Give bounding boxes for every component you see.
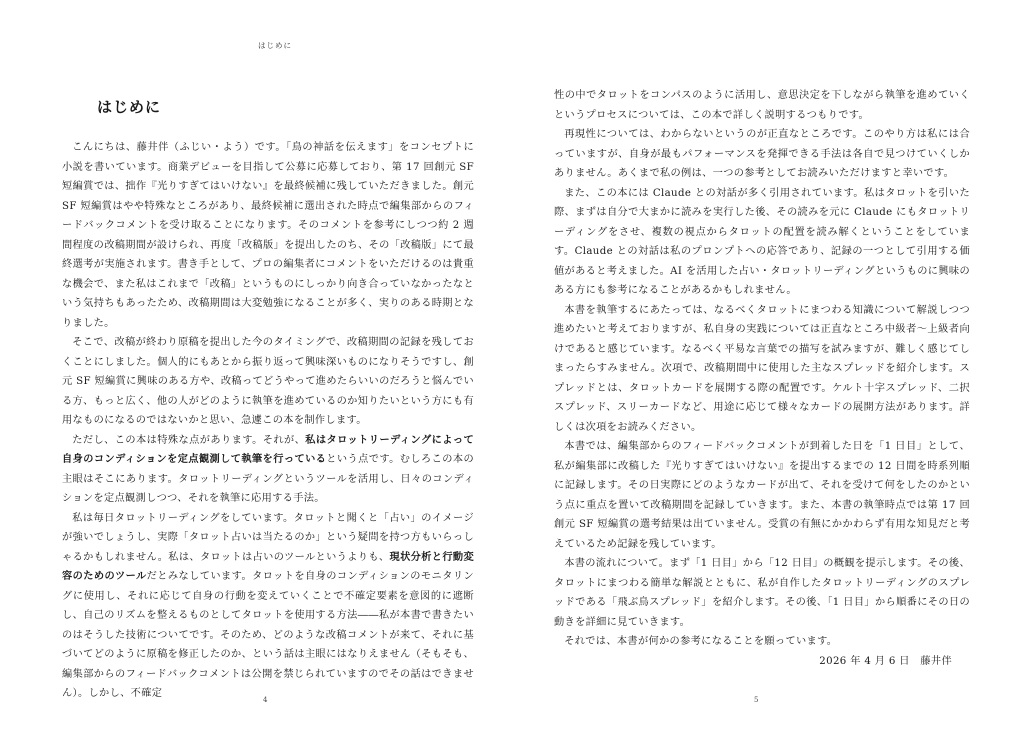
left-body-text: [62, 138, 474, 704]
paragraph: [62, 431, 474, 509]
right-body-text: [554, 86, 970, 671]
running-head: はじめに: [258, 41, 292, 50]
page-number: 5: [754, 696, 759, 704]
text-run: それでは、本書が何かの参考になることを願っています。: [564, 636, 838, 647]
text-run: 本書では、編集部からのフィードバックコメントが到着した日を「1 日目」として、私が編集部に改稿した『光りすぎてはいけない』を提出するまでの 12 日間を時系列順に記録します。その日実際にどのようなカードが出て、それを受けて何をしたのかという点に重点を置いて改稿期間を記録していきます。また、本書の執筆時点では第 17 回創元 SF 短編賞の選考結果は出ていません。受賞の有無にかかわらず有用な知見だと考えているため記録を残しています。: [554, 441, 970, 550]
text-run: そこで、改稿が終わり原稿を提出した今のタイミングで、改稿期間の記録を残しておくことにしました。個人的にもあとから振り返って興味深いものになりそうですし、創元 SF 短編賞に興味のある方や、改稿ってどうやって進めたらいいのだろうと悩んでいる方、もっと広く、他の人がどのように執筆を進めているのか知りたいという方にも有用なものになるのではないかと思い、急遽この本を制作します。: [62, 337, 474, 426]
text-run: という点です。むしろこの本の主眼はそこにあります。タロットリーディングというツールを活用し、日々のコンディションを定点観測しつつ、それを執筆に応用する手法。: [62, 454, 474, 504]
chapter-title: はじめに: [97, 98, 162, 116]
paragraph: [554, 632, 970, 652]
paragraph: [62, 333, 474, 431]
text-run: 本書の流れについて。まず「1 日目」から「12 日目」の概観を提示します。その後、タロットにまつわる簡単な解説とともに、私が自作したタロットリーディングのスプレッドである「飛ぶ鳥スプレッド」を紹介します。その後、「1 日目」から順番にその日の動きを詳細に見ていきます。: [554, 558, 970, 628]
paragraph: [554, 554, 970, 632]
text-run: 私は毎日タロットリーディングをしています。タロットと聞くと「占い」のイメージが強いでしょうし、実際「タロット占いは当たるのか」という疑問を持つ方もいらっしゃるかもしれません。私は、タロットは占いのツールというよりも、: [62, 512, 474, 563]
paragraph: [554, 184, 970, 301]
paragraph: [554, 125, 970, 184]
paragraph: [554, 86, 970, 125]
paragraph: [554, 301, 970, 438]
text-run: だとみなしています。タロットを自身のコンディションのモニタリングに使用し、それに応じて自身の行動を変えていくことで不確定要素を意図的に遮断し、自己のリズムを整えるものとしてタロットを使用する方法――私が本書で書きたいのはそうした技術についてです。そのため、どのような改稿コメントが来て、それに基づいてどのように原稿を修正したのか、という話は主眼にはなりえません（そもそも、編集部からのフィードバックコメントは公開を禁じられていますのでその話はできません）。しかし、不確定: [62, 571, 474, 699]
paragraph: [62, 138, 474, 333]
right-page: [512, 0, 1024, 731]
text-run: 本書を執筆するにあたっては、なるべくタロットにまつわる知識について解説しつつ進めたいと考えておりますが、私自身の実践については正直なところ中級者〜上級者向けであると感じています。なるべく平易な言葉での描写を試みますが、難しく感じてしまったらすみません。次項で、改稿期間中に使用した主なスプレッドを紹介します。スプレッドとは、タロットカードを展開する際の配置です。ケルト十字スプレッド、二択スプレッド、スリーカードなど、用途に応じて様々なカードの展開方法があります。詳しくは次項をお読みください。: [554, 304, 970, 433]
text-run: ただし、この本は特殊な点があります。それが、: [72, 434, 306, 446]
signature: 2026 年 4 月 6 日 藤井伴: [819, 655, 952, 667]
paragraph: [554, 437, 970, 554]
text-run: 再現性については、わからないというのが正直なところです。このやり方は私には合っていますが、自身が最もパフォーマンスを発揮できる手法は各自で見つけていくしかありません。あくまで私の例は、一つの参考としてお読みいただけますと幸いです。: [554, 129, 970, 179]
emphasis-text: 私はタロットリーディングによって自身のコンディションを定点観測して執筆を行っている: [62, 433, 474, 465]
emphasis-text: 現状分析と行動変容のためのツール: [62, 550, 474, 582]
page-number: 4: [263, 696, 268, 704]
paragraph: [62, 509, 474, 704]
text-run: こんにちは、藤井伴（ふじい・よう）です。「鳥の神話を伝えます」をコンセプトに小説を書いています。商業デビューを目指して公募に応募しており、第 17 回創元 SF 短編賞では、拙作『光りすぎてはいけない』を最終候補に残していただきました。創元 SF 短編賞はやや特殊なところがあり、最終候補に選出された時点で編集部からのフィードバックコメントを受け取ることになります。そのコメントを参考にしつつ約 2 週間程度の改稿期間が設けられ、再度「改稿版」を提出したのち、その「改稿版」にて最終選考が実施されます。書き手として、プロの編集者にコメントをいただけるのは貴重な機会で、また私はこれまで「改稿」というものにしっかり向き合っていなかったなという気持ちもあったため、改稿期間は大変勉強になることが多く、実りのある時期となりました。: [62, 142, 474, 329]
text-run: 性の中でタロットをコンパスのように活用し、意思決定を下しながら執筆を進めていくというプロセスについては、この本で詳しく説明するつもりです。: [554, 90, 970, 121]
text-run: また、この本には Claude との対話が多く引用されています。私はタロットを引いた際、まずは自分で大まかに読みを実行した後、その読みを元に Claude にもタロットリーディングをさせ、複数の視点からタロットの配置を読み解くということをしています。Claude との対話は私のプロンプトへの応答であり、記録の一つとして引用する価値があると考えました。AI を活用した占い・タロットリーディングというものに興味のある方にも参考になることがあるかもしれません。: [554, 187, 970, 296]
